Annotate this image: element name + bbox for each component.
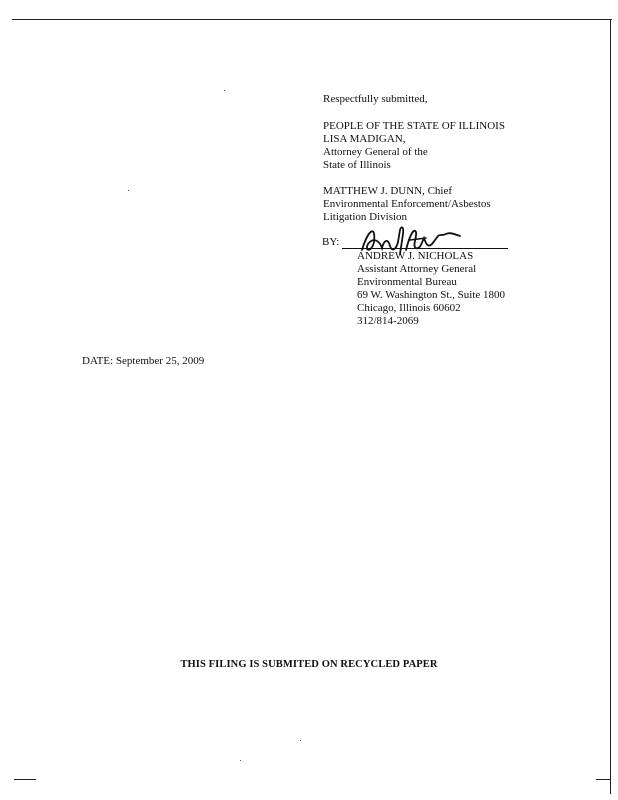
scan-edge-top [12,19,612,20]
chief-division-line-2: Litigation Division [323,211,408,223]
attorney-title-line-1: Attorney General of the [323,146,428,158]
signer-title: Assistant Attorney General [357,263,477,275]
scan-speck [224,90,225,91]
address-street: 69 W. Washington St., Suite 1800 [357,289,506,301]
scan-edge-bottom-right [596,779,610,780]
by-label: BY: [322,236,340,248]
scan-speck [300,740,301,741]
closing-text: Respectfully submitted, [323,93,428,105]
scan-edge-bottom-left [14,779,36,780]
address-city: Chicago, Illinois 60602 [357,302,461,314]
signer-name: ANDREW J. NICHOLAS [357,250,474,262]
chief-division-line-1: Environmental Enforcement/Asbestos [323,198,491,210]
scan-speck [128,190,129,191]
party-name: PEOPLE OF THE STATE OF ILLINOIS [323,120,505,132]
filing-date: DATE: September 25, 2009 [82,355,205,367]
scan-edge-right [610,19,611,794]
signer-bureau: Environmental Bureau [357,276,457,288]
attorney-name: LISA MADIGAN, [323,133,406,145]
scan-speck [240,760,241,761]
attorney-title-line-2: State of Illinois [323,159,391,171]
recycled-paper-note: THIS FILING IS SUBMITED ON RECYCLED PAPER [180,659,438,670]
chief-name: MATTHEW J. DUNN, Chief [323,185,453,197]
phone-number: 312/814-2069 [357,315,419,327]
